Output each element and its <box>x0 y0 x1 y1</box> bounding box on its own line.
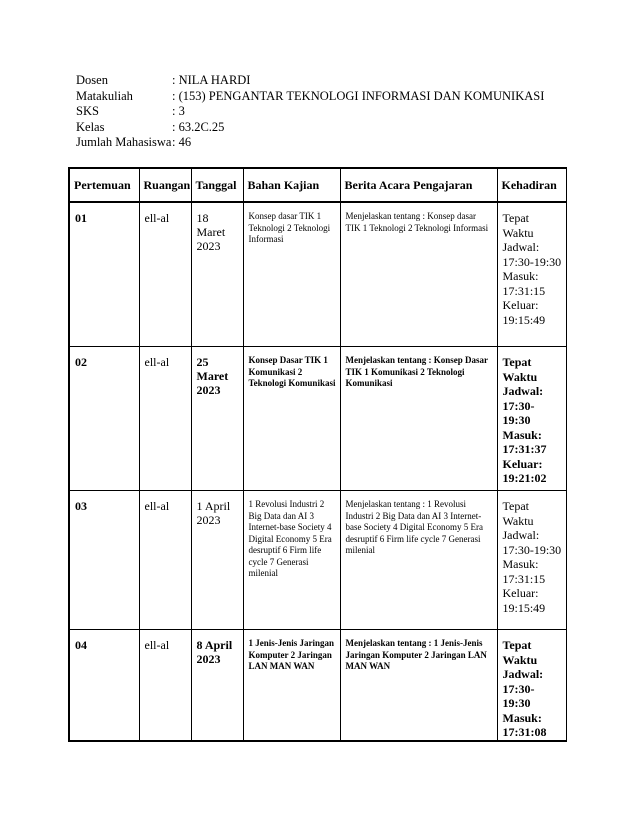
header-kehadiran: Kehadiran <box>497 168 566 202</box>
jumlah-value: : 46 <box>172 135 192 149</box>
table-row <box>69 202 566 347</box>
dosen-label: Dosen <box>76 73 108 87</box>
tanggal-cell: 1 April 2023 <box>191 491 243 630</box>
bahan-kajian-cell: Konsep dasar TIK 1 Teknologi 2 Teknologi Informasi <box>243 202 340 347</box>
kelas-row <box>76 120 544 136</box>
kelas-label: Kelas <box>76 119 105 134</box>
table-header-row <box>69 168 566 202</box>
berita-acara-cell: Menjelaskan tentang : 1 Revolusi Industri 2 Big Data dan AI 3 Internet-base Society 4 Digital Economy 5 Era desruptif 6 Firm life cycle 7 Generasi milenial <box>340 491 497 630</box>
berita-acara-cell: Menjelaskan tentang : Konsep dasar TIK 1 Teknologi 2 Teknologi Informasi <box>340 202 497 347</box>
matakuliah-label: Matakuliah <box>76 88 133 103</box>
ruangan-cell: ell-al <box>139 491 191 630</box>
header-ruangan: Ruangan <box>139 168 191 202</box>
pertemuan-cell: 03 <box>69 491 139 630</box>
dosen-row <box>76 73 544 89</box>
course-info <box>76 73 544 151</box>
attendance-table <box>68 167 567 742</box>
ruangan-cell: ell-al <box>139 630 191 742</box>
kehadiran-cell: Tepat Waktu Jadwal: 17:30-19:30 Masuk: 17:31:37 Keluar: 19:21:02 <box>497 347 566 491</box>
sks-row <box>76 104 544 120</box>
jumlah-row <box>76 135 544 151</box>
table-row <box>69 630 566 742</box>
tanggal-cell: 18 Maret 2023 <box>191 202 243 347</box>
table-row <box>69 347 566 491</box>
kehadiran-cell: Tepat Waktu Jadwal: 17:30-19:30 Masuk: 17:31:15 Keluar: 19:15:49 <box>497 202 566 347</box>
bahan-kajian-cell: 1 Jenis-Jenis Jaringan Komputer 2 Jaringan LAN MAN WAN <box>243 630 340 742</box>
bahan-kajian-cell: Konsep Dasar TIK 1 Komunikasi 2 Teknologi Komunikasi <box>243 347 340 491</box>
tanggal-cell: 25 Maret 2023 <box>191 347 243 491</box>
kehadiran-cell: Tepat Waktu Jadwal: 17:30-19:30 Masuk: 17:31:08 <box>497 630 566 742</box>
header-bahan-kajian: Bahan Kajian <box>243 168 340 202</box>
pertemuan-cell: 01 <box>69 202 139 347</box>
kelas-value: : 63.2C.25 <box>172 119 225 134</box>
header-tanggal: Tanggal <box>191 168 243 202</box>
matakuliah-row <box>76 89 544 105</box>
matakuliah-value: : (153) PENGANTAR TEKNOLOGI INFORMASI DAN KOMUNIKASI <box>172 88 545 103</box>
table-row <box>69 491 566 630</box>
kehadiran-cell: Tepat Waktu Jadwal: 17:30-19:30 Masuk: 17:31:15 Keluar: 19:15:49 <box>497 491 566 630</box>
berita-acara-cell: Menjelaskan tentang : Konsep Dasar TIK 1 Komunikasi 2 Teknologi Komunikasi <box>340 347 497 491</box>
tanggal-cell: 8 April 2023 <box>191 630 243 742</box>
dosen-value: : NILA HARDI <box>172 73 251 87</box>
pertemuan-cell: 04 <box>69 630 139 742</box>
header-pertemuan: Pertemuan <box>69 168 139 202</box>
jumlah-label: Jumlah Mahasiswa <box>76 135 172 149</box>
bahan-kajian-cell: 1 Revolusi Industri 2 Big Data dan AI 3 Internet-base Society 4 Digital Economy 5 Era desruptif 6 Firm life cycle 7 Generasi milenial <box>243 491 340 630</box>
ruangan-cell: ell-al <box>139 202 191 347</box>
sks-label: SKS <box>76 104 99 118</box>
berita-acara-cell: Menjelaskan tentang : 1 Jenis-Jenis Jaringan Komputer 2 Jaringan LAN MAN WAN <box>340 630 497 742</box>
pertemuan-cell: 02 <box>69 347 139 491</box>
sks-value: : 3 <box>172 104 185 118</box>
header-berita-acara: Berita Acara Pengajaran <box>340 168 497 202</box>
ruangan-cell: ell-al <box>139 347 191 491</box>
